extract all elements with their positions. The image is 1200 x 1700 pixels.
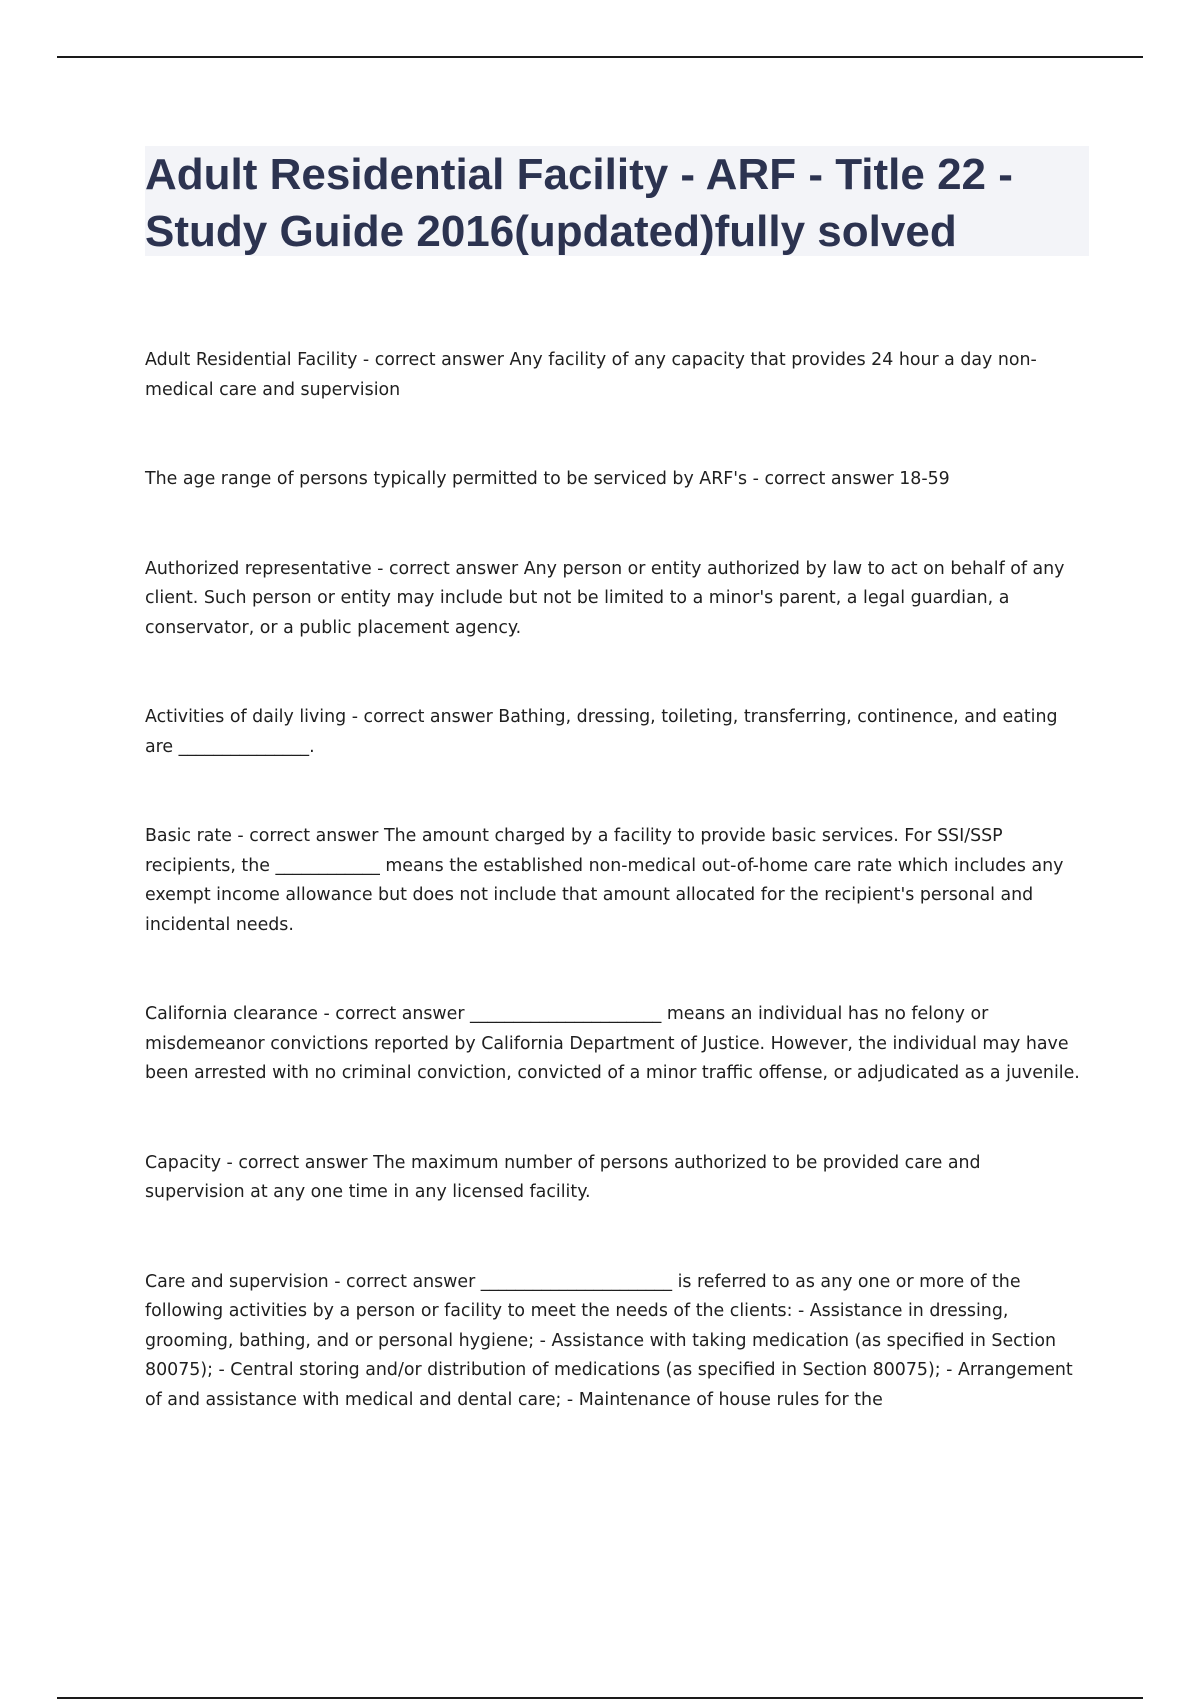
bottom-rule [57,1697,1143,1699]
study-entries [145,346,1080,1475]
entry-age-range: The age range of persons typically permitted to be serviced by ARF's - correct answer 18-59 [145,469,950,489]
entry-california-clearance: California clearance - correct answer ______________________ means an individual has no felony or misdemeanor convictions reported by California Department of Justice. However, the individual may have been arrested with no criminal conviction, convicted of a minor traffic offense, or adjudicated as a juvenile. [145,1004,1080,1083]
entry-care-and-supervision: Care and supervision - correct answer ______________________ is referred to as any one or more of the following activities by a person or facility to meet the needs of the clients: - Assistance in dressing, grooming, bathing, and or personal hygiene; - Assistance with taking medication (as specified in Section 80075); - Central storing and/or distribution of medications (as specified in Section 80075); - Arrangement of and assistance with medical and dental care; - Maintenance of house rules for the [145,1271,1073,1410]
entry-activities-of-daily-living: Activities of daily living - correct answer Bathing, dressing, toileting, transferring, continence, and eating are _______________. [145,707,1058,757]
document-title: Adult Residential Facility - ARF - Title 22 - Study Guide 2016(updated)fully solved [145,150,1013,256]
entry-basic-rate: Basic rate - correct answer The amount charged by a facility to provide basic services. For SSI/SSP recipients, the ____________ means the established non-medical out-of-home care rate which includes any exempt income allowance but does not include that amount allocated for the recipient's personal and incidental needs. [145,826,1064,935]
entry-capacity: Capacity - correct answer The maximum number of persons authorized to be provided care and supervision at any one time in any licensed facility. [145,1152,981,1202]
entry-adult-residential-facility: Adult Residential Facility - correct answer Any facility of any capacity that provides 24 hour a day non-medical care and supervision [145,350,1037,400]
top-rule [57,56,1143,58]
entry-authorized-representative: Authorized representative - correct answer Any person or entity authorized by law to act on behalf of any client. Such person or entity may include but not be limited to a minor's parent, a legal guardian, a conservator, or a public placement agency. [145,558,1065,638]
